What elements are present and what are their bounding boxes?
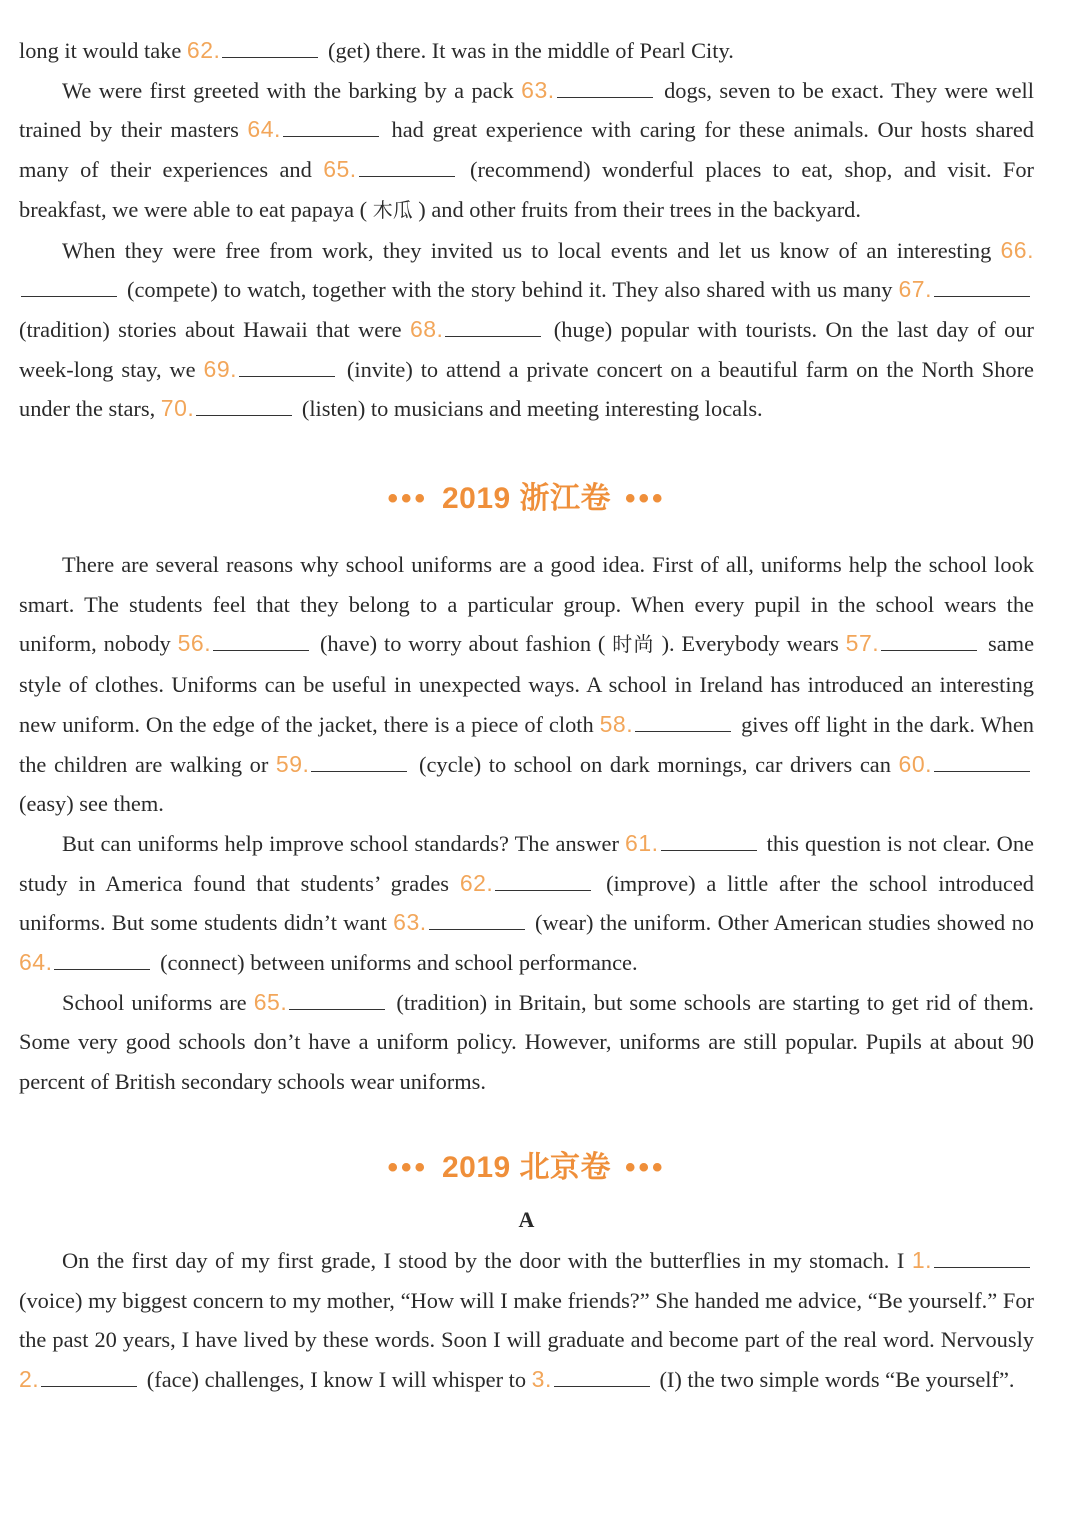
passage-text: same style of clothes. Uniforms can be useful in unexpected ways. A school in Ireland has introduced an interesting new uniform. On the edge of the jacket, there is a piece of cloth bbox=[19, 631, 1035, 737]
passage-text: (recommend) wonderful places to eat, shop, and visit. For breakfast, we were able to eat papaya ( bbox=[19, 157, 1034, 222]
answer-blank bbox=[635, 711, 731, 732]
heading-dots-left: ••• bbox=[387, 482, 428, 516]
section-1-body bbox=[19, 31, 1034, 429]
passage-text: this question is not clear. One study in America found that students’ grades bbox=[19, 830, 1034, 896]
chinese-gloss: 时尚 bbox=[612, 632, 655, 657]
section-1 bbox=[19, 31, 1034, 429]
answer-blank bbox=[196, 395, 292, 416]
passage-text: (voice) my biggest concern to my mother, “How will I make friends?” She handed me advice, “Be yourself.” For the past 20 years, I have lived by these words. Soon I will graduate and become part of the real word. Nervously bbox=[19, 1287, 1034, 1353]
heading-dots-right: ••• bbox=[625, 1150, 666, 1184]
section-heading-beijing bbox=[19, 1147, 1034, 1189]
answer-blank bbox=[554, 1366, 650, 1387]
question-number: 64. bbox=[19, 949, 53, 976]
question-number: 63. bbox=[521, 76, 555, 103]
answer-blank bbox=[445, 316, 541, 337]
question-number: 61. bbox=[625, 829, 659, 856]
question-number: 67. bbox=[898, 276, 932, 303]
section-2 bbox=[19, 545, 1034, 1102]
question-number: 62. bbox=[459, 869, 494, 896]
question-number: 60. bbox=[898, 750, 933, 777]
question-number: 2. bbox=[19, 1365, 40, 1392]
question-number: 64. bbox=[247, 116, 281, 143]
answer-blank bbox=[934, 751, 1030, 772]
passage-text: (cycle) to school on dark mornings, car drivers can bbox=[411, 751, 899, 777]
passage-text: There are several reasons why school uniforms are a good idea. First of all, uniforms help the school look smart. The students feel that they belong to a particular group. When every pupil in the school wears the uniform, nobody bbox=[19, 552, 1034, 657]
heading-dots-right: ••• bbox=[625, 482, 666, 516]
answer-blank bbox=[311, 751, 407, 772]
question-number: 58. bbox=[599, 710, 634, 737]
passage-text: (tradition) stories about Hawaii that were bbox=[19, 316, 410, 342]
question-number: 62. bbox=[186, 37, 221, 63]
question-number: 69. bbox=[203, 355, 238, 382]
passage-text: dogs, seven to be exact. They were well trained by their masters bbox=[19, 77, 1034, 143]
answer-blank bbox=[661, 830, 757, 851]
answer-blank bbox=[41, 1366, 137, 1387]
passage-text: But can uniforms help improve school standards? The answer bbox=[62, 830, 626, 856]
question-number: 57. bbox=[845, 630, 880, 657]
paragraph bbox=[19, 983, 1034, 1102]
passage-label: A bbox=[518, 1206, 535, 1232]
answer-blank bbox=[359, 156, 455, 177]
paragraph bbox=[19, 1241, 1034, 1400]
section-2-body bbox=[19, 545, 1034, 1102]
passage-text: gives off light in the dark. When the children are walking or bbox=[19, 711, 1034, 777]
heading-title: 2019 北京卷 bbox=[441, 1150, 612, 1184]
passage-text: ) and other fruits from their trees in the backyard. bbox=[412, 196, 861, 222]
answer-blank bbox=[213, 630, 309, 651]
passage-text: long it would take bbox=[19, 38, 187, 63]
passage-text: (wear) the uniform. Other American studies showed no bbox=[528, 910, 1034, 936]
question-number: 65. bbox=[253, 988, 288, 1015]
answer-blank bbox=[934, 276, 1030, 297]
answer-blank bbox=[429, 909, 525, 930]
passage-text: (tradition) in Britain, but some schools are starting to get rid of them. Some very good schools don’t have a uniform policy. However, uniforms are still popular. Pupils at about 90 percent of British secondary schools wear uniforms. bbox=[19, 989, 1034, 1095]
passage-text: School uniforms are bbox=[62, 989, 254, 1015]
question-number: 66. bbox=[1000, 236, 1034, 263]
heading-dots-left: ••• bbox=[387, 1150, 428, 1184]
section-heading-zhejiang bbox=[19, 478, 1034, 520]
passage-text: (I) the two simple words “Be yourself”. bbox=[653, 1366, 1015, 1392]
question-number: 68. bbox=[409, 315, 444, 342]
question-number: 59. bbox=[275, 750, 310, 777]
answer-blank bbox=[54, 949, 150, 970]
answer-blank bbox=[239, 356, 335, 377]
paragraph bbox=[19, 71, 1034, 231]
passage-text: (face) challenges, I know I will whisper to bbox=[141, 1366, 532, 1392]
passage-text: had great experience with caring for these animals. Our hosts shared many of their experiences and bbox=[19, 117, 1035, 183]
answer-blank bbox=[222, 37, 318, 58]
section-3 bbox=[19, 1241, 1034, 1400]
passage-text: (connect) between uniforms and school performance. bbox=[154, 950, 638, 976]
passage-text: (listen) to musicians and meeting interesting locals. bbox=[296, 396, 763, 422]
question-number: 65. bbox=[323, 156, 357, 183]
passage-text: (invite) to attend a private concert on a beautiful farm on the North Shore under the stars, bbox=[19, 356, 1034, 422]
answer-blank bbox=[283, 116, 379, 137]
passage-text: (have) to worry about fashion ( bbox=[313, 631, 613, 657]
heading-title: 2019 浙江卷 bbox=[441, 482, 612, 516]
passage-text: (easy) see them. bbox=[19, 791, 164, 817]
paragraph bbox=[19, 31, 1034, 71]
chinese-gloss: 木瓜 bbox=[372, 197, 413, 222]
passage-text: (huge) popular with tourists. On the last day of our week-long stay, we bbox=[19, 316, 1034, 382]
question-number: 3. bbox=[531, 1365, 552, 1392]
answer-blank bbox=[21, 276, 117, 297]
section-3-body bbox=[19, 1241, 1034, 1400]
passage-text: When they were free from work, they invited us to local events and let us know of an interesting bbox=[62, 237, 1001, 263]
question-number: 1. bbox=[911, 1246, 932, 1273]
paragraph bbox=[19, 824, 1034, 983]
question-number: 63. bbox=[393, 909, 427, 936]
passage-text: On the first day of my first grade, I stood by the door with the butterflies in my stomach. I bbox=[62, 1247, 912, 1273]
answer-blank bbox=[934, 1247, 1030, 1268]
passage-text: We were first greeted with the barking by a pack bbox=[62, 77, 522, 103]
passage-text: ). Everybody wears bbox=[654, 631, 846, 657]
answer-blank bbox=[495, 870, 591, 891]
passage-text: (get) there. It was in the middle of Pearl City. bbox=[322, 38, 734, 63]
answer-blank bbox=[289, 989, 385, 1010]
question-number: 70. bbox=[160, 395, 195, 422]
paragraph bbox=[19, 231, 1034, 430]
answer-blank bbox=[881, 630, 977, 651]
passage-text: (improve) a little after the school introduced uniforms. But some students didn’t want bbox=[19, 870, 1034, 936]
answer-blank bbox=[557, 77, 653, 98]
paragraph bbox=[19, 545, 1034, 824]
passage-text: (compete) to watch, together with the story behind it. They also shared with us many bbox=[121, 277, 899, 303]
question-number: 56. bbox=[177, 630, 212, 657]
